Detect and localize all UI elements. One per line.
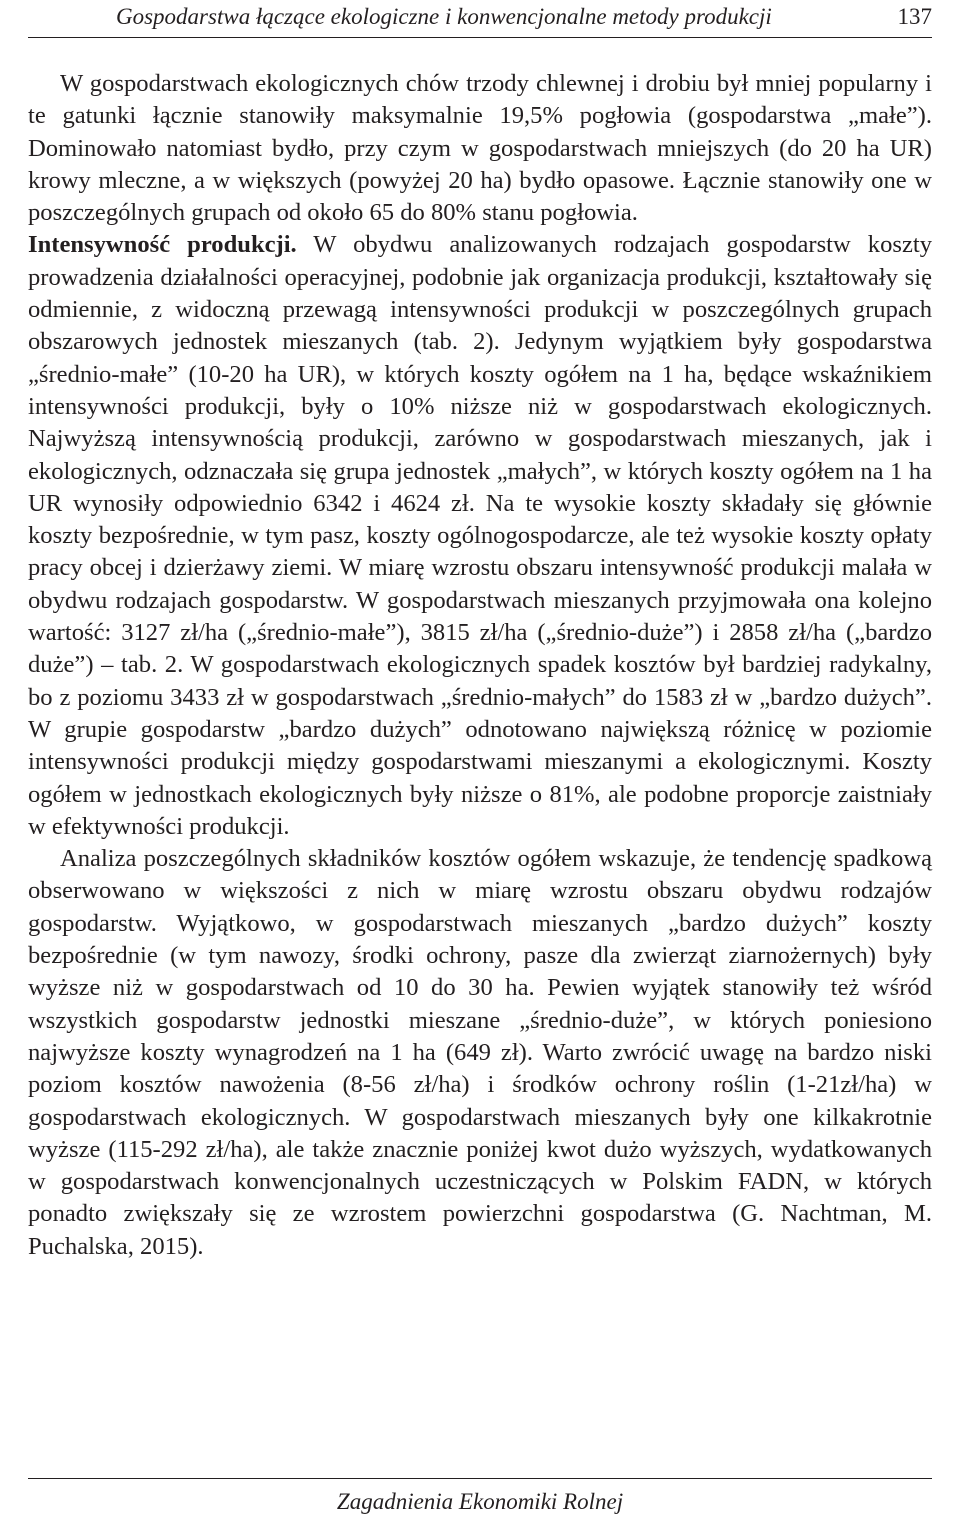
running-header-title: Gospodarstwa łączące ekologiczne i konwencjonalne metody produkcji [116, 4, 772, 29]
paragraph-text: W obydwu analizowanych rodzajach gospodarstw koszty prowadzenia działalności operacyjnej, podobnie jak organizacja produkcji, kształtowały się odmiennie, z widoczną przewagą intensywności produkcji w poszczególnych grupach obszarowych jednostek mieszanych (tab. 2). Jedynym wyjątkiem były gospodarstwa „średnio-małe” (10-20 ha UR), w których koszty ogółem na 1 ha, będące wskaźnikiem intensywności produkcji, były o 10% niższe niż w gospodarstwach ekologicznych. Najwyższą intensywnością produkcji, zarówno w gospodarstwach mieszanych, jak i ekologicznych, odznaczała się grupa jednostek „małych”, w których koszty ogółem na 1 ha UR wynosiły odpowiednio 6342 i 4624 zł. Na te wysokie koszty składały się głównie koszty bezpośrednie, w tym pasz, koszty ogólnogospodarcze, ale też wysokie koszty opłaty pracy obcej i dzierżawy ziemi. W miarę wzrostu obszaru intensywność produkcji malała w obydwu rodzajach gospodarstw. W gospodarstwach mieszanych przyjmowała ona kolejno wartość: 3127 zł/ha („średnio-małe”), 3815 zł/ha („średnio-duże”) i 2858 zł/ha („bardzo duże”) – tab. 2. W gospodarstwach ekologicznych spadek kosztów był bardziej radykalny, bo z poziomu 3433 zł w gospodarstwach „średnio-małych” do 1583 zł w „bardzo dużych”. W grupie gospodarstw „bardzo dużych” odnotowano największą różnicę w poziomie intensywności produkcji między gospodarstwami mieszanymi a ekologicznymi. Koszty ogółem w jednostkach ekologicznych były niższe o 81%, ale podobne proporcje zaistniały w efektywności produkcji. [28, 231, 932, 840]
section-heading: Intensywność produkcji. [28, 231, 297, 259]
paragraph-text: W gospodarstwach ekologicznych chów trzody chlewnej i drobiu był mniej popularny i te gatunki łącznie stanowiły maksymalnie 19,5% pogłowia (gospodarstwa „małe”). Dominowało natomiast bydło, przy czym w gospodarstwach mniejszych (do 20 ha UR) krowy mleczne, a w większych (powyżej 20 ha) bydło opasowe. Łącznie stanowiły one w poszczególnych grupach od około 65 do 80% stanu pogłowia. [28, 70, 932, 227]
journal-title: Zagadnienia Ekonomiki Rolnej [336, 1489, 624, 1514]
paragraph-livestock [28, 68, 932, 229]
article-body [28, 68, 932, 1263]
running-header [28, 0, 932, 38]
paragraph-text: Analiza poszczególnych składników kosztów ogółem wskazuje, że tendencję spadkową obserwowano w większości z nich w miarę wzrostu obszaru obydwu rodzajów gospodarstw. Wyjątkowo, w gospodarstwach mieszanych „bardzo dużych” koszty bezpośrednie (w tym nawozy, środki ochrony, pasze dla zwierząt ziarnożernych) były wyższe niż w gospodarstwach od 10 do 30 ha. Pewien wyjątek stanowiły też wśród wszystkich gospodarstw jednostki mieszane „średnio-duże”, w których poniesiono najwyższe koszty wynagrodzeń na 1 ha (649 zł). Warto zwrócić uwagę na bardzo niski poziom kosztów nawożenia (8-56 zł/ha) i środków ochrony roślin (1-21zł/ha) w gospodarstwach ekologicznych. W gospodarstwach mieszanych były one kilkakrotnie wyższe (115-292 zł/ha), ale także znacznie poniżej kwot dużo wyższych, wydatkowanych w gospodarstwach konwencjonalnych uczestniczących w Polskim FADN, w których ponadto zwiększały się ze wzrostem powierzchni gospodarstwa (G. Nachtman, M. Puchalska, 2015). [28, 845, 932, 1260]
page-number: 137 [897, 4, 932, 29]
paragraph-cost-components [28, 843, 932, 1263]
running-footer [28, 1478, 932, 1519]
paragraph-production-intensity [28, 229, 932, 843]
